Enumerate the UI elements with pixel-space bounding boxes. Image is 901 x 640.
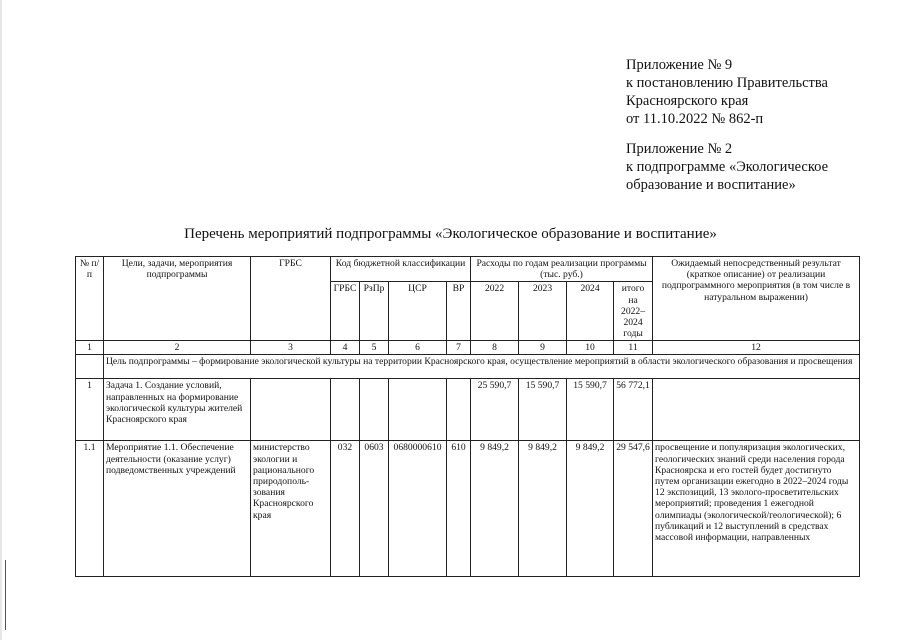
measure-rzpr: 0603 [360,441,389,577]
subheader-2024: 2024 [567,282,614,341]
col-number: 10 [567,341,614,355]
measure-total: 29 547,6 [614,441,653,577]
scan-mark [5,560,6,630]
page-edge [0,0,2,640]
subheader-total: итого на 2022–2024 годы [614,282,653,341]
task-name: Задача 1. Создание условий, направленных на формирование экологической культуры жителей Красноярского края [104,379,251,441]
col-number: 7 [447,341,471,355]
task-total: 56 772,1 [614,379,653,441]
measure-result: просвещение и популяризация экологических, геологических знаний среди населения города Красноярска и его гостей будет достигнуто путем организации ежегодно в 2022–2024 годы 12 экспозиций, 13 эколого-просветительских мероприятий; проведения 1 ежегодной олимпиады (экологической/геологической); 6 публикаций и 12 выступлений в средствах массовой информации, направленных [653,441,860,577]
task-2024: 15 590,7 [567,379,614,441]
measure-row [76,441,860,577]
goal-num-cell [76,355,104,379]
measure-num: 1.1 [76,441,104,577]
col-number: 4 [331,341,360,355]
appendix-line: Приложение № 9 [626,57,733,73]
subheader-csr: ЦСР [389,282,447,341]
col-number: 11 [614,341,653,355]
header-num: № п/п [76,257,104,341]
subheader-2023: 2023 [519,282,567,341]
appendix-line: Приложение № 2 [626,141,733,157]
appendix-header-9 [626,56,828,128]
header-expenses: Расходы по годам реализации программы (тыс. руб.) [471,257,653,282]
header-result: Ожидаемый непосредственный результат (краткое описание) от реализации подпрограммного мероприятия (в том числе в натуральном выражении) [653,257,860,341]
task-num: 1 [76,379,104,441]
header-goals: Цели, задачи, мероприятия подпрограммы [104,257,251,341]
measure-executor: министерство экологии и рационального природополь-зования Красноярского края [251,441,331,577]
header-budget-code: Код бюджетной классификации [331,257,471,282]
appendix-line: к постановлению Правительства [626,75,828,91]
appendix-header-2 [626,140,828,194]
measure-csr: 0680000610 [389,441,447,577]
appendix-line: от 11.10.2022 № 862-п [626,111,764,127]
measure-name: Мероприятие 1.1. Обеспечение деятельности (оказание услуг) подведомственных учреждений [104,441,251,577]
col-number: 2 [104,341,251,355]
task-vr [447,379,471,441]
measures-table [75,256,860,577]
appendix-line: Красноярского края [626,93,749,109]
task-2022: 25 590,7 [471,379,519,441]
task-executor [251,379,331,441]
subheader-grbs: ГРБС [331,282,360,341]
col-number: 8 [471,341,519,355]
measure-grbs: 032 [331,441,360,577]
task-row [76,379,860,441]
task-grbs [331,379,360,441]
task-result [653,379,860,441]
task-csr [389,379,447,441]
col-number: 5 [360,341,389,355]
col-number: 1 [76,341,104,355]
col-number: 6 [389,341,447,355]
header-row [76,257,860,282]
goal-text: Цель подпрограммы – формирование экологической культуры на территории Красноярского края, осуществление мероприятий в области экологического образования и просвещения [104,355,860,379]
subheader-2022: 2022 [471,282,519,341]
measure-2024: 9 849,2 [567,441,614,577]
column-number-row [76,341,860,355]
task-rzpr [360,379,389,441]
measure-2023: 9 849,2 [519,441,567,577]
col-number: 3 [251,341,331,355]
appendix-line: образование и воспитание» [626,177,796,193]
measure-vr: 610 [447,441,471,577]
header-grbs: ГРБС [251,257,331,341]
subheader-vr: ВР [447,282,471,341]
col-number: 9 [519,341,567,355]
task-2023: 15 590,7 [519,379,567,441]
measure-2022: 9 849,2 [471,441,519,577]
document-title: Перечень мероприятий подпрограммы «Экологическое образование и воспитание» [184,226,717,242]
goal-row [76,355,860,379]
subheader-rzpr: РзПр [360,282,389,341]
appendix-line: к подпрограмме «Экологическое [626,159,829,175]
col-number: 12 [653,341,860,355]
